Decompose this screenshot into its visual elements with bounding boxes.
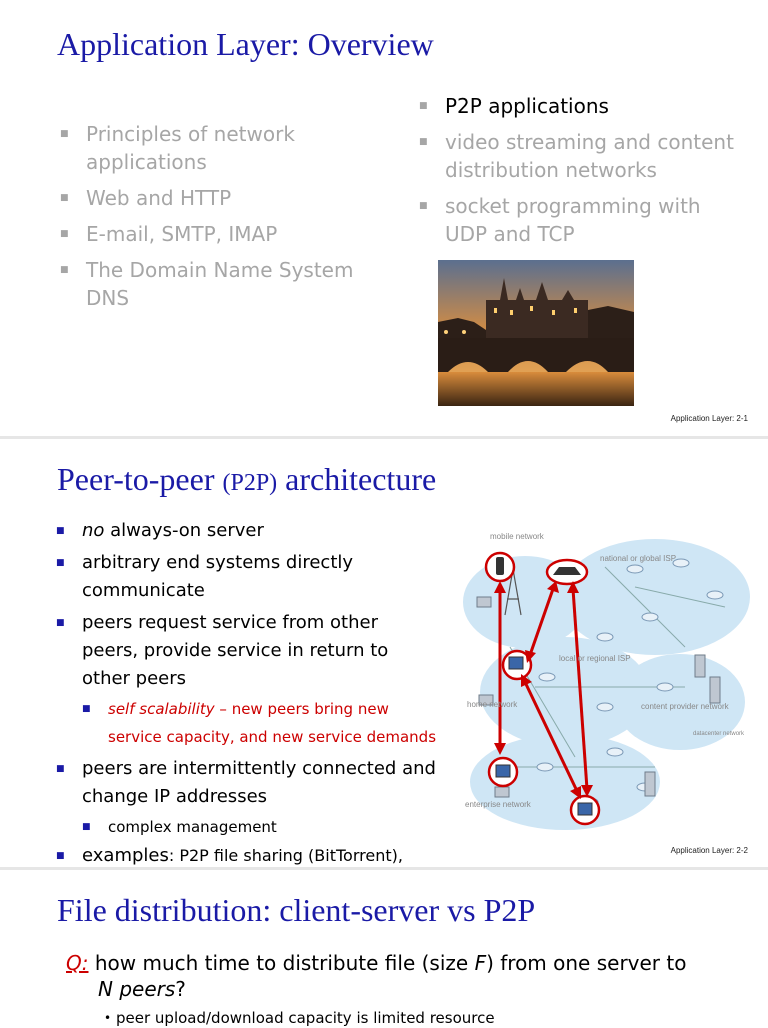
list-item: ■ socket programming with UDP and TCP <box>419 192 749 248</box>
text: F <box>474 951 487 975</box>
label-local-isp <box>559 654 631 663</box>
text: how much time to distribute file (size <box>88 951 475 975</box>
slide-title: File distribution: client-server vs P2P <box>57 892 536 928</box>
text: : P2P file sharing (BitTorrent), <box>168 846 403 865</box>
emphasis: self scalability <box>108 700 215 718</box>
question-label: Q: <box>66 951 89 975</box>
title-part: architecture <box>277 461 437 497</box>
text: peers request service from other peers, provide service in return to other peers <box>82 612 389 689</box>
title-part: (P2P) <box>222 470 278 496</box>
label-home-network: home network <box>467 700 518 709</box>
list-item: ■ arbitrary end systems directly communicate <box>56 549 436 605</box>
slide-3 <box>0 870 768 1027</box>
title-part: Peer-to-peer <box>57 461 223 497</box>
list-item <box>56 609 436 751</box>
label-mobile-network: mobile network <box>490 532 544 541</box>
emphasis: no <box>82 520 105 541</box>
paris-bridge-photo <box>438 260 634 406</box>
topic-list-left <box>60 120 360 312</box>
slide-footer: Application Layer: 2-2 <box>670 846 748 855</box>
slide-2 <box>0 439 768 867</box>
list-item-active: ■ P2P applications <box>419 92 749 120</box>
slide-footer: Application Layer: 2-1 <box>670 414 748 423</box>
list-item: ■ Web and HTTP <box>60 184 360 212</box>
p2p-network-diagram <box>455 527 755 837</box>
label-national-isp: national or global ISP <box>600 554 677 563</box>
slide-1 <box>0 0 768 436</box>
text: ) from one server to <box>486 951 687 975</box>
sub-list <box>82 695 436 751</box>
sub-list <box>82 813 436 841</box>
text: always-on server <box>104 520 264 541</box>
text: examples <box>82 845 169 866</box>
topic-list-right <box>419 92 749 248</box>
list-item <box>56 755 436 841</box>
text: – new peers bring new service capacity, and new service demands <box>108 700 437 746</box>
question <box>66 950 726 1002</box>
text: peers are intermittently connected and change IP addresses <box>82 758 436 807</box>
label-enterprise: enterprise network <box>465 800 531 809</box>
sub-item <box>82 695 436 751</box>
list-item: ■ video streaming and content distribution networks <box>419 128 749 184</box>
label-local-isp-text: local or regional ISP <box>559 654 631 663</box>
list-item <box>56 517 436 545</box>
list-item: ■ Principles of network applications <box>60 120 360 176</box>
sub-item: ■ complex management <box>82 813 436 841</box>
slide-title <box>57 461 436 498</box>
sub-list <box>104 1008 495 1028</box>
text: N peers <box>98 977 176 1001</box>
label-datacenter: datacenter network <box>693 731 745 737</box>
bullet-list <box>56 517 436 889</box>
list-item: ■ The Domain Name System DNS <box>60 256 360 312</box>
slide-title: Application Layer: Overview <box>57 26 434 62</box>
sub-item: • peer upload/download capacity is limited resource <box>104 1008 495 1028</box>
label-content-provider: content provider network <box>641 702 729 711</box>
list-item: ■ E-mail, SMTP, IMAP <box>60 220 360 248</box>
text: ? <box>175 977 186 1001</box>
